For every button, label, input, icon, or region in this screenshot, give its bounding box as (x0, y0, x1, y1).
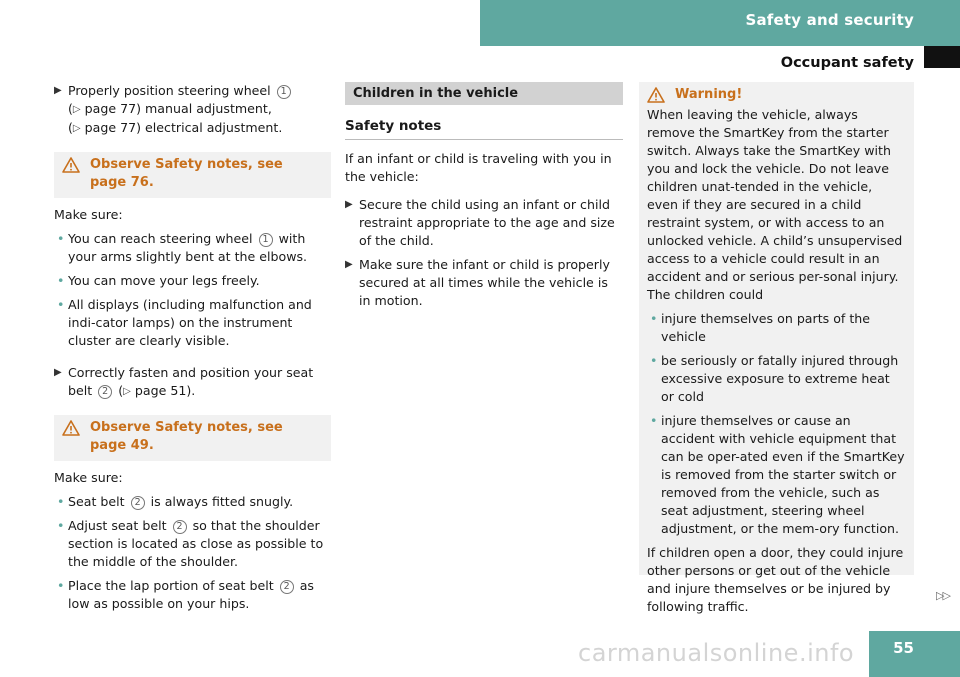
bullet-icon: • (57, 494, 65, 509)
page-ref-link[interactable]: page 77) manual adjustment, (84, 101, 272, 116)
column-right (639, 82, 914, 614)
bullet-icon: • (57, 273, 65, 288)
warning-triangle-icon (647, 87, 665, 103)
bullet-icon: • (650, 311, 658, 326)
make-sure-label: Make sure: (54, 207, 123, 222)
warning-triangle-icon (62, 157, 80, 173)
warning-box (639, 82, 914, 614)
watermark: carmanualsonline.info (578, 639, 855, 667)
section-tab-marker (924, 46, 960, 68)
callout-2: 2 (131, 496, 145, 510)
continue-icon: ▷▷ (936, 589, 949, 602)
intro-paragraph: If an infant or child is traveling with you in the vehicle: (345, 151, 612, 184)
warning-box (54, 415, 331, 461)
step-seat-belt: ▶ Correctly fasten and position your seat belt 2 (▷ page 51). (54, 365, 314, 398)
page-ref-icon: ▷ (72, 123, 81, 134)
page-number-band (869, 631, 960, 677)
page-ref-link[interactable]: page 51). (134, 383, 196, 398)
list-item: • Place the lap portion of seat belt 2 as low as possible on your hips. (57, 578, 314, 611)
column-middle (345, 82, 623, 324)
bullet-icon: • (650, 413, 658, 428)
list-item: • You can reach steering wheel 1 with your arms slightly bent at the elbows. (57, 231, 308, 264)
page-ref-link[interactable]: page 77) electrical adjustment. (84, 120, 283, 135)
page-ref-icon: ▷ (123, 386, 131, 397)
page-number: 55 (893, 639, 914, 657)
subheading: Safety notes (345, 117, 623, 140)
warning-title[interactable]: Observe Safety notes, see page 49. (90, 420, 283, 453)
list-item: • You can move your legs freely. (57, 273, 260, 288)
section-heading: Children in the vehicle (345, 82, 623, 105)
bullet-icon: • (57, 578, 65, 593)
step-steering-wheel: ▶ Properly position steering wheel 1 (▷ page 77) manual adjustment, (▷ page 77) electrical adjustment. (54, 82, 331, 138)
warning-box (54, 152, 331, 198)
section-title: Safety and security (745, 11, 914, 29)
list-item: • injure themselves or cause an accident with vehicle equipment that can be oper-ated even if the SmartKey is removed from the starter switch or removed from the vehicle, such as seat adjustment, steering wheel adjustment, or the mem-ory function. (650, 413, 905, 536)
list-item: • Adjust seat belt 2 so that the shoulder section is located as close as possible to the middle of the shoulder. (57, 518, 324, 569)
step-arrow-icon: ▶ (345, 199, 353, 210)
bullet-icon: • (650, 353, 658, 368)
warning-title[interactable]: Observe Safety notes, see page 76. (90, 157, 283, 190)
column-left (54, 82, 331, 619)
page-subtitle: Occupant safety (780, 55, 914, 71)
callout-2: 2 (173, 520, 187, 534)
step-arrow-icon: ▶ (345, 259, 353, 270)
list-item: • All displays (including malfunction and indi-cator lamps) on the instrument cluster are clearly visible. (57, 297, 312, 348)
warning-paragraph: If children open a door, they could injure other persons or get out of the vehicle and injure themselves or be injured by following traffic. (647, 545, 904, 614)
callout-2: 2 (280, 580, 294, 594)
callout-1: 1 (277, 85, 291, 99)
warning-triangle-icon (62, 420, 80, 436)
callout-2: 2 (98, 385, 112, 399)
warning-title: Warning! (675, 87, 743, 102)
bullet-icon: • (57, 231, 65, 246)
bullet-icon: • (57, 518, 65, 533)
step-arrow-icon: ▶ (54, 367, 62, 378)
bullet-icon: • (57, 297, 65, 312)
list-item: • be seriously or fatally injured through excessive exposure to extreme heat or cold (650, 353, 899, 404)
step-arrow-icon: ▶ (54, 85, 62, 96)
list-item: • injure themselves on parts of the vehicle (650, 311, 871, 344)
make-sure-label: Make sure: (54, 470, 123, 485)
warning-paragraph: When leaving the vehicle, always remove the SmartKey from the starter switch. Always take the SmartKey with you and lock the vehicle. Do not leave children unat-tended in the vehicle, even if they are secured in a child restraint system, or with access to an unlocked vehicle. A child’s unsupervised access to a vehicle could result in an accident and or serious per-sonal injury. The children could (647, 107, 903, 302)
callout-1: 1 (259, 233, 273, 247)
step-secure-child: ▶ Secure the child using an infant or child restraint appropriate to the age and size of the child. (345, 197, 615, 248)
page-ref-icon: ▷ (72, 104, 81, 115)
step-check-child: ▶ Make sure the infant or child is properly secured at all times while the vehicle is in motion. (345, 257, 610, 308)
list-item: • Seat belt 2 is always fitted snugly. (57, 494, 294, 509)
